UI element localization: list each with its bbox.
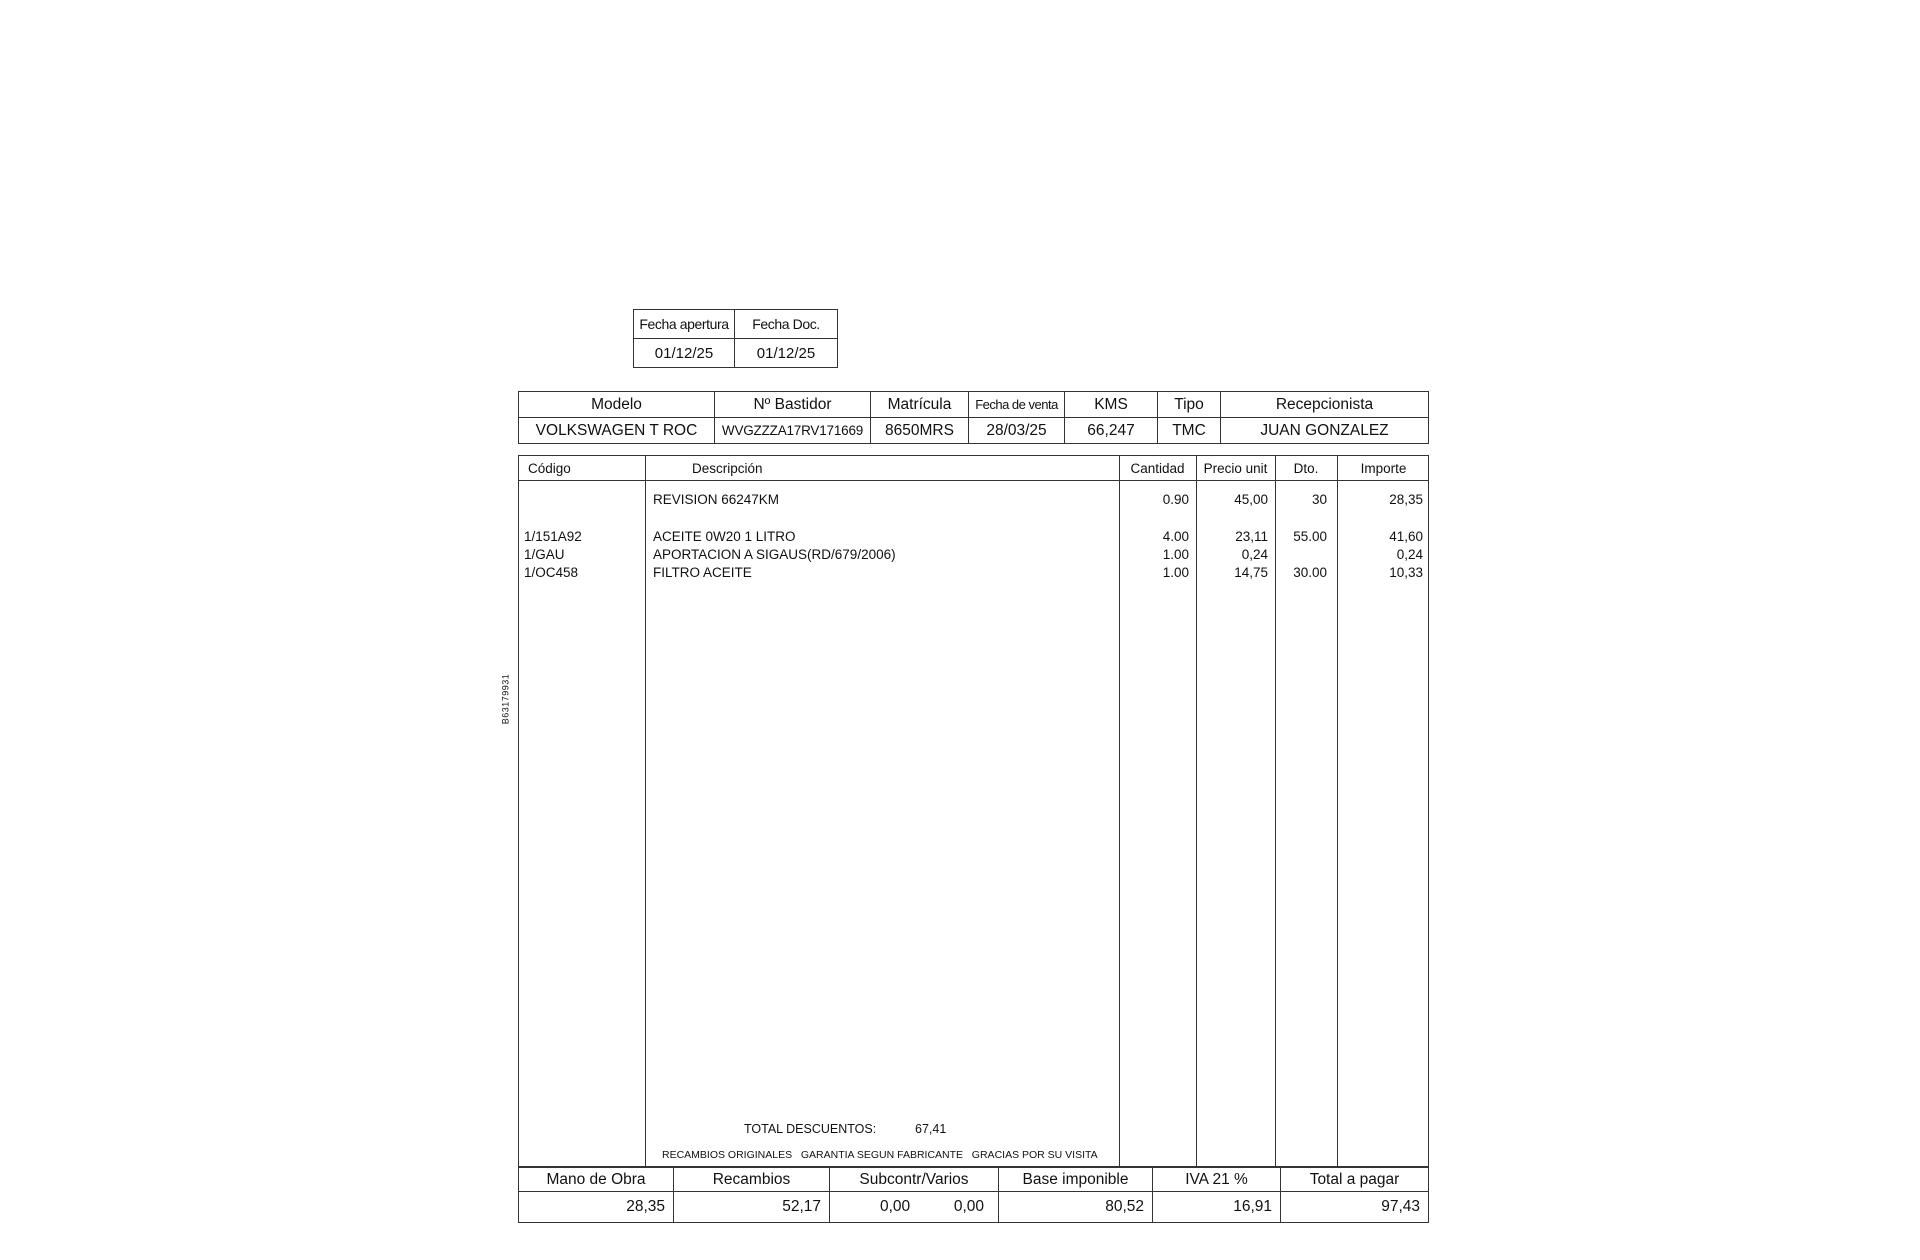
subcontr-varios-header: Subcontr/Varios <box>830 1168 999 1192</box>
recepcionista-value: JUAN GONZALEZ <box>1221 418 1429 444</box>
codigo-header: Código <box>528 461 571 476</box>
line-cantidad: 1.00 <box>1162 565 1189 580</box>
total-descuentos-value: 67,41 <box>915 1122 947 1136</box>
fecha-doc-value: 01/12/25 <box>735 339 838 368</box>
side-reference-number: B63179931 <box>500 673 511 725</box>
recambios-header: Recambios <box>674 1168 830 1192</box>
line-precio-unit: 0,24 <box>1241 547 1268 562</box>
fecha-apertura-value: 01/12/25 <box>634 339 735 368</box>
total-a-pagar-header: Total a pagar <box>1281 1168 1429 1192</box>
totals-table <box>518 1167 1429 1223</box>
line-cantidad: 1.00 <box>1162 547 1189 562</box>
header-divider <box>519 480 1428 481</box>
line-items-table <box>518 455 1429 1167</box>
base-imponible-header: Base imponible <box>999 1168 1153 1192</box>
recepcionista-header: Recepcionista <box>1221 392 1429 418</box>
fecha-venta-header: Fecha de venta <box>969 392 1065 418</box>
subcontr-value: 0,00 <box>880 1198 911 1215</box>
line-codigo: 1/151A92 <box>524 529 582 544</box>
line-dto <box>1275 546 1327 564</box>
line-precio-unit: 14,75 <box>1234 565 1268 580</box>
footer-note: RECAMBIOS ORIGINALES GARANTIA SEGUN FABRICANTE GRACIAS POR SU VISITA <box>662 1149 1098 1161</box>
matricula-header: Matrícula <box>871 392 969 418</box>
line-descripcion: ACEITE 0W20 1 LITRO <box>653 529 796 544</box>
varios-value: 0,00 <box>953 1198 984 1215</box>
column-divider <box>645 456 646 1166</box>
kms-header: KMS <box>1065 392 1158 418</box>
line-cantidad: 0.90 <box>1162 492 1189 507</box>
recambios-value: 52,17 <box>674 1192 830 1223</box>
line-cantidad: 4.00 <box>1162 529 1189 544</box>
precio-unit-header: Precio unit <box>1203 461 1268 476</box>
line-descripcion: REVISION 66247KM <box>653 492 780 507</box>
line-dto: 55.00 <box>1293 529 1327 544</box>
tipo-header: Tipo <box>1158 392 1221 418</box>
modelo-header: Modelo <box>519 392 715 418</box>
line-descripcion: FILTRO ACEITE <box>653 565 752 580</box>
line-dto: 30.00 <box>1293 565 1327 580</box>
line-codigo: 1/OC458 <box>524 565 579 580</box>
iva-value: 16,91 <box>1153 1192 1281 1223</box>
line-descripcion: APORTACION A SIGAUS(RD/679/2006) <box>653 547 896 562</box>
descripcion-header: Descripción <box>692 461 763 476</box>
vehicle-table <box>518 391 1429 444</box>
mano-de-obra-header: Mano de Obra <box>519 1168 674 1192</box>
total-a-pagar-value: 97,43 <box>1281 1192 1429 1223</box>
fecha-apertura-label: Fecha apertura <box>634 310 735 339</box>
fecha-venta-value: 28/03/25 <box>969 418 1065 444</box>
subcontr-varios-values <box>830 1192 999 1223</box>
line-importe: 10,33 <box>1389 565 1423 580</box>
line-dto: 30 <box>1311 492 1327 507</box>
line-importe: 41,60 <box>1389 529 1423 544</box>
total-descuentos-label: TOTAL DESCUENTOS: <box>744 1122 877 1136</box>
fecha-doc-label: Fecha Doc. <box>735 310 838 339</box>
tipo-value: TMC <box>1158 418 1221 444</box>
line-codigo: 1/GAU <box>524 547 565 562</box>
cantidad-header: Cantidad <box>1130 461 1185 476</box>
base-imponible-value: 80,52 <box>999 1192 1153 1223</box>
mano-de-obra-value: 28,35 <box>519 1192 674 1223</box>
dto-header: Dto. <box>1293 461 1319 476</box>
bastidor-value: WVGZZZA17RV171669 <box>715 418 871 444</box>
line-importe: 28,35 <box>1389 492 1423 507</box>
line-precio-unit: 23,11 <box>1235 529 1268 544</box>
iva-header: IVA 21 % <box>1153 1168 1281 1192</box>
line-precio-unit: 45,00 <box>1234 492 1268 507</box>
line-importe: 0,24 <box>1396 547 1423 562</box>
bastidor-header: Nº Bastidor <box>715 392 871 418</box>
kms-value: 66,247 <box>1065 418 1158 444</box>
dates-table <box>633 309 838 368</box>
importe-header: Importe <box>1360 461 1407 476</box>
modelo-value: VOLKSWAGEN T ROC <box>519 418 715 444</box>
matricula-value: 8650MRS <box>871 418 969 444</box>
